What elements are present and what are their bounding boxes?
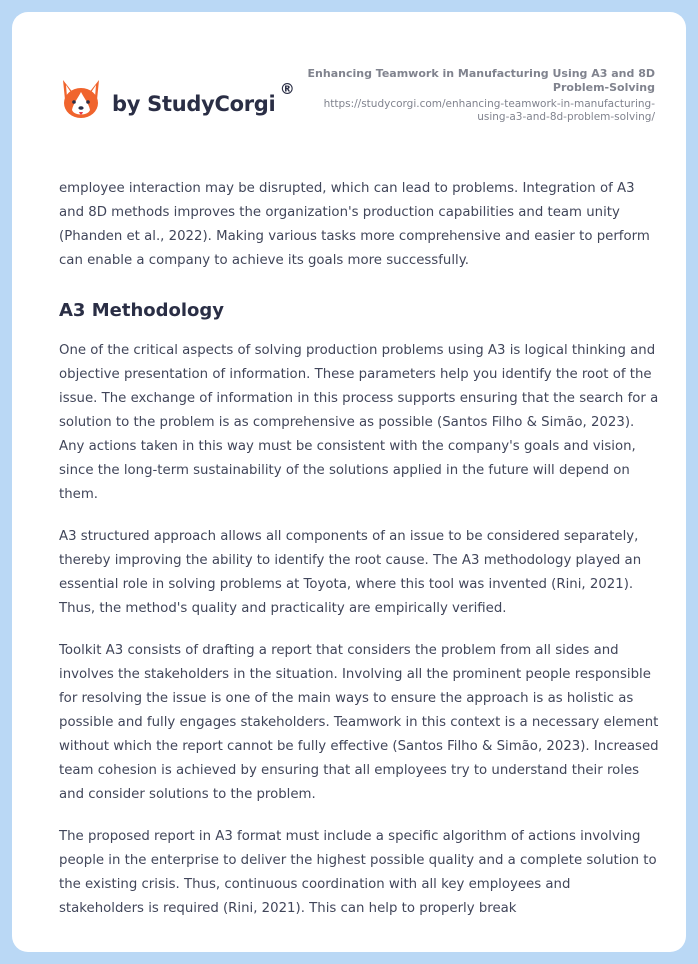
body-paragraph: A3 structured approach allows all components of an issue to be considered separately, thereby improving the ability to identify the root cause. The A3 methodology played an essential role in solving problems at Toyota, where this tool was invented (Rini, 2021). Thus, the method's quality and practicality are empirically verified. bbox=[59, 529, 642, 616]
logo-text: by StudyCorgi bbox=[112, 92, 276, 116]
corgi-head-icon bbox=[60, 78, 102, 122]
document-title: Enhancing Teamwork in Manufacturing Using A3 and 8D Problem-Solving bbox=[307, 67, 655, 94]
studycorgi-logo[interactable] bbox=[60, 78, 295, 122]
document-header bbox=[305, 67, 655, 124]
body-paragraph: Toolkit A3 consists of drafting a report that considers the problem from all sides and involves the stakeholders in the situation. Involving all the prominent people responsible for resolving the issue is one of the main ways to ensure the approach is as holistic as possible and fully engages stakeholders. Teamwork in this context is a necessary element without which the report cannot be fully effective (Santos Filho & Simão, 2023). Increased team cohesion is achieved by ensuring that all employees try to understand their roles and consider solutions to the problem. bbox=[59, 643, 659, 802]
logo-wordmark bbox=[112, 80, 295, 116]
registered-mark: ® bbox=[279, 80, 295, 98]
section-heading: A3 Methodology bbox=[59, 300, 225, 321]
document-body bbox=[59, 177, 659, 939]
body-paragraph: One of the critical aspects of solving production problems using A3 is logical thinking and objective presentation of information. These parameters help you identify the root of the issue. The exchange of information in this process supports ensuring that the search for a solution to the problem is as comprehensive as possible (Santos Filho & Simão, 2023). Any actions taken in this way must be consistent with the company's goals and vision, since the long-term sustainability of the solutions applied in the future will depend on them. bbox=[59, 343, 659, 502]
body-paragraph: The proposed report in A3 format must include a specific algorithm of actions involving people in the enterprise to deliver the highest possible quality and a complete solution to the existing crisis. Thus, continuous coordination with all key employees and stakeholders is required (Rini, 2021). This can help to properly break bbox=[59, 829, 657, 916]
document-page bbox=[12, 12, 686, 952]
document-url[interactable]: https://studycorgi.com/enhancing-teamwork-in-manufacturing-using-a3-and-8d-problem-solving/ bbox=[323, 98, 655, 123]
intro-paragraph: employee interaction may be disrupted, which can lead to problems. Integration of A3 and 8D methods improves the organization's production capabilities and team unity (Phanden et al., 2022). Making various tasks more comprehensive and easier to perform can enable a company to achieve its goals more successfully. bbox=[59, 181, 650, 268]
